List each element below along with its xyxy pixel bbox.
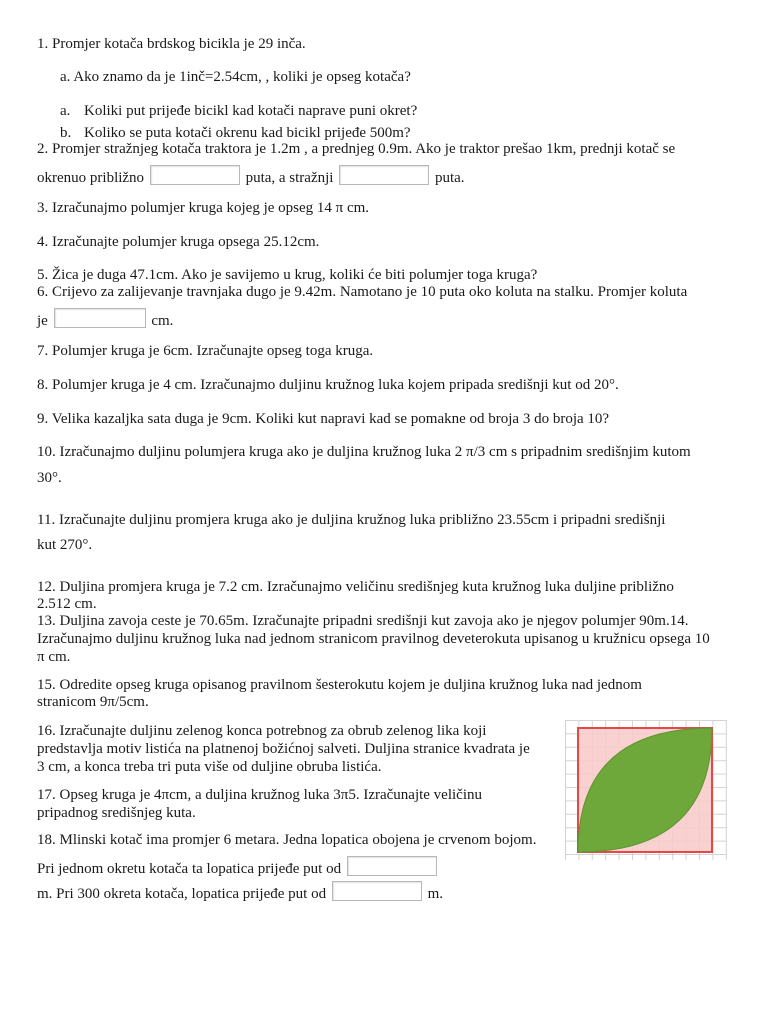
answer-field-300-turns[interactable] bbox=[332, 881, 422, 901]
answer-field-reel-diameter[interactable] bbox=[54, 308, 146, 328]
leaf-figure bbox=[565, 720, 727, 860]
question-16-line-1: 16. Izračunajte duljinu zelenog konca potrebnog za obrub zelenog lika koji bbox=[37, 723, 487, 739]
question-18-line-3 bbox=[37, 881, 443, 903]
question-7: 7. Polumjer kruga je 6cm. Izračunajte opseg toga kruga. bbox=[37, 343, 374, 359]
question-16-line-2: predstavlja motiv listića na platnenoj božićnoj salveti. Duljina stranice kvadrata je bbox=[37, 741, 530, 757]
question-11-line-1: 11. Izračunajte duljinu promjera kruga ako je duljina kružnog luka približno 23.55cm i pripadni središnji bbox=[37, 512, 666, 528]
question-15-line-1: 15. Odredite opseg kruga opisanog pravilnom šesterokutu kojem je duljina kružnog luka nad jednom bbox=[37, 677, 642, 693]
question-13-line-2: Izračunajmo duljinu kružnog luka nad jednom stranicom pravilnog deveterokuta upisanog u kružnicu opsega 10 bbox=[37, 631, 710, 647]
question-18-line-1: 18. Mlinski kotač ima promjer 6 metara. Jedna lopatica obojena je crvenom bojom. bbox=[37, 832, 537, 848]
question-2-line-2 bbox=[37, 165, 465, 187]
question-1-a bbox=[60, 102, 417, 120]
question-6-line-1: 6. Crijevo za zalijevanje travnjaka dugo je 9.42m. Namotano je 10 puta oko koluta na stalku. Promjer koluta bbox=[37, 284, 688, 300]
question-text: puta. bbox=[434, 170, 465, 186]
question-16-line-3: 3 cm, a konca treba tri puta više od duljine obruba listića. bbox=[37, 759, 382, 775]
list-marker: b. bbox=[60, 125, 72, 141]
question-1: 1. Promjer kotača brdskog bicikla je 29 inča. bbox=[37, 36, 306, 52]
question-10-line-2: 30°. bbox=[37, 470, 62, 486]
question-17-line-1: 17. Opseg kruga je 4πcm, a duljina kružnog luka 3π5. Izračunajte veličinu bbox=[37, 787, 483, 803]
question-4: 4. Izračunajte polumjer kruga opsega 25.12cm. bbox=[37, 234, 320, 250]
question-text: puta, a stražnji bbox=[245, 170, 334, 186]
question-18-line-2 bbox=[37, 856, 439, 878]
question-text: okrenuo približno bbox=[37, 170, 145, 186]
list-marker: a. bbox=[60, 103, 71, 119]
question-17-line-2: pripadnog središnjeg kuta. bbox=[37, 805, 196, 821]
question-12-line-2: 2.512 cm. bbox=[37, 596, 97, 612]
question-text: Koliki put prijeđe bicikl kad kotači naprave puni okret? bbox=[84, 103, 418, 119]
question-text: cm. bbox=[151, 313, 174, 329]
question-text: Pri jednom okretu kotača ta lopatica prijeđe put od bbox=[37, 861, 342, 877]
question-15-line-2: stranicom 9π/5cm. bbox=[37, 694, 149, 710]
answer-field-front-wheel[interactable] bbox=[150, 165, 240, 185]
question-6-line-2 bbox=[37, 308, 173, 330]
question-text: je bbox=[37, 313, 48, 329]
question-text: m. bbox=[427, 886, 444, 902]
answer-field-rear-wheel[interactable] bbox=[339, 165, 429, 185]
question-1-intro: a. Ako znamo da je 1inč=2.54cm, , koliki je opseg kotača? bbox=[60, 69, 411, 85]
question-3: 3. Izračunajmo polumjer kruga kojeg je opseg 14 π cm. bbox=[37, 200, 370, 216]
question-13-line-3: π cm. bbox=[37, 649, 71, 665]
question-11-line-2: kut 270°. bbox=[37, 537, 93, 553]
question-text: Koliko se puta kotači okrenu kad bicikl prijeđe 500m? bbox=[84, 125, 411, 141]
question-9: 9. Velika kazaljka sata duga je 9cm. Koliki kut napravi kad se pomakne od broja 3 do broja 10? bbox=[37, 411, 610, 427]
question-10-line-1: 10. Izračunajmo duljinu polumjera kruga ako je duljina kružnog luka 2 π/3 cm s pripadnim središnjim kutom bbox=[37, 444, 691, 460]
question-2-line-1: 2. Promjer stražnjeg kotača traktora je 1.2m , a prednjeg 0.9m. Ako je traktor prešao 1km, prednji kotač se bbox=[37, 141, 676, 157]
answer-field-one-turn[interactable] bbox=[347, 856, 437, 876]
question-12-line-1: 12. Duljina promjera kruga je 7.2 cm. Izračunajmo veličinu središnjeg kuta kružnog luka duljine približno bbox=[37, 579, 674, 595]
question-13-line-1: 13. Duljina zavoja ceste je 70.65m. Izračunajte pripadni središnji kut zavoja ako je njegov polumjer 90m.14. bbox=[37, 613, 689, 629]
question-text: m. Pri 300 okreta kotača, lopatica prijeđe put od bbox=[37, 886, 327, 902]
question-8: 8. Polumjer kruga je 4 cm. Izračunajmo duljinu kružnog luka kojem pripada središnji kut od 20°. bbox=[37, 377, 619, 393]
question-5: 5. Žica je duga 47.1cm. Ako je savijemo u krug, koliki će biti polumjer toga kruga? bbox=[37, 267, 538, 283]
